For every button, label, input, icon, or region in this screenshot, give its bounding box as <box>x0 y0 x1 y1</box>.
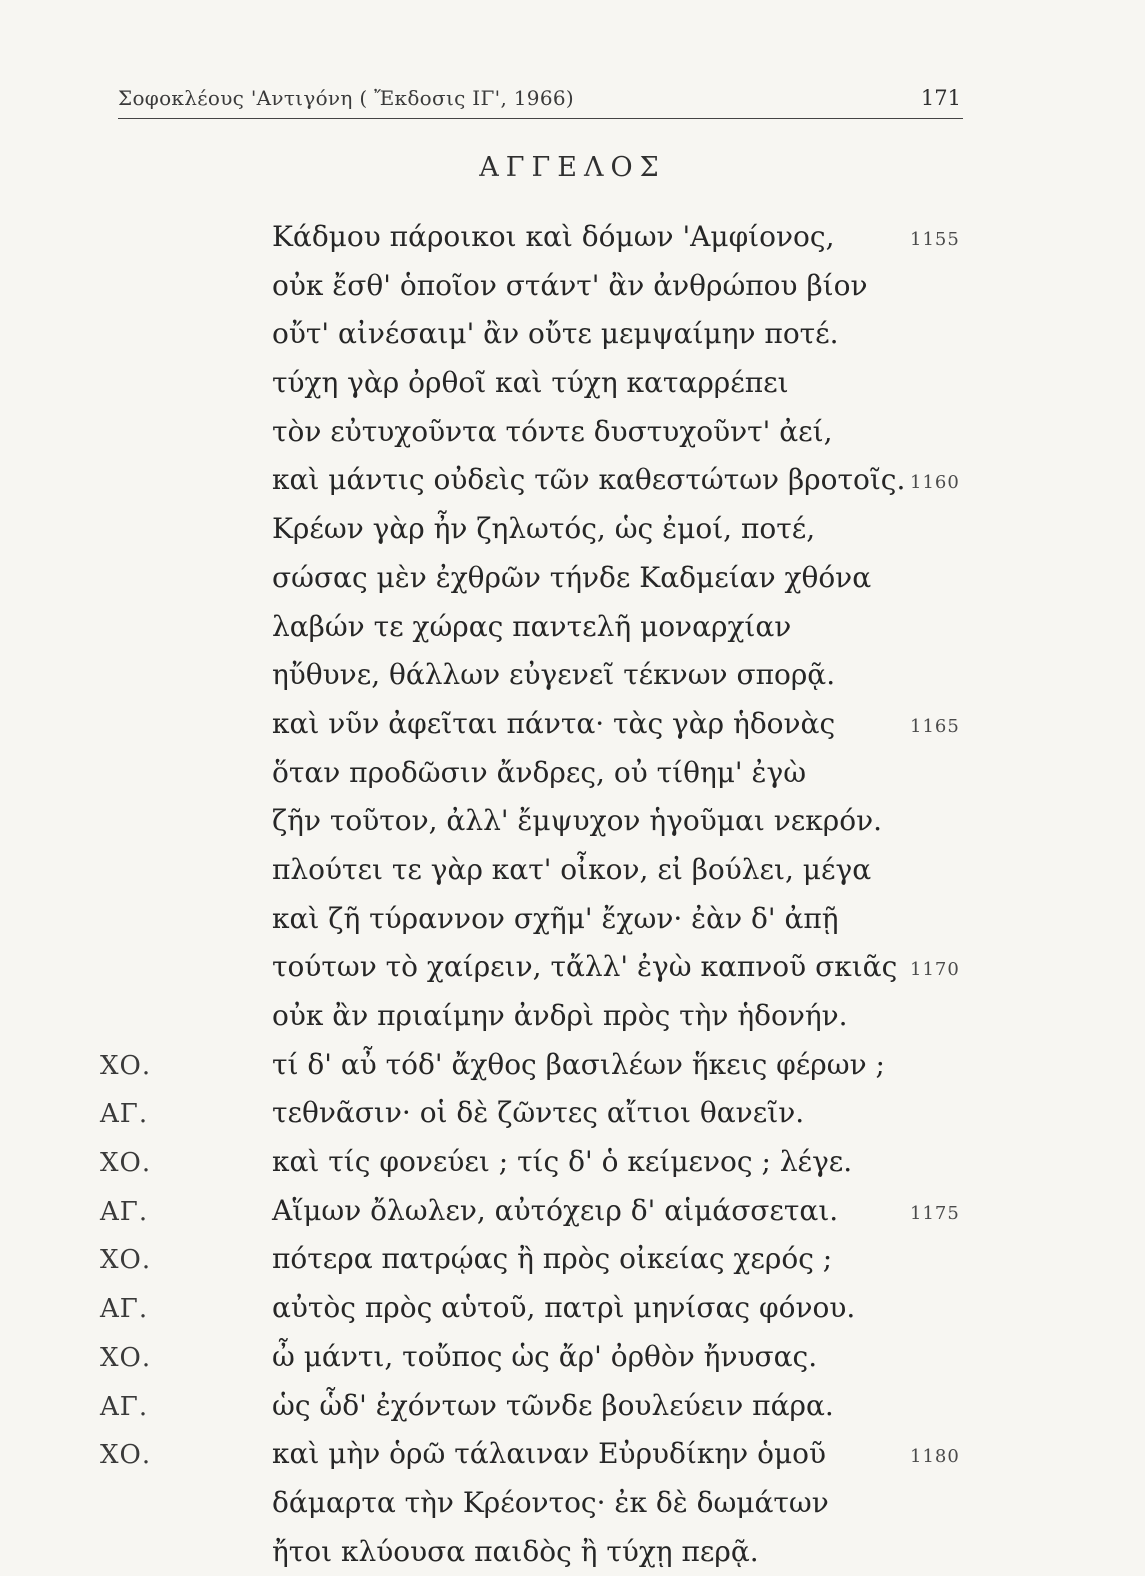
verse-text: ὡς ὧδ' ἐχόντων τῶνδε βουλεύειν πάρα. <box>272 1388 834 1422</box>
verse-row <box>0 408 1145 457</box>
verse-text: οὔτ' αἰνέσαιμ' ἂν οὔτε μεμψαίμην ποτέ. <box>272 317 839 351</box>
verse-text: λαβών τε χώρας παντελῆ μοναρχίαν <box>272 609 792 643</box>
verse-text: δάμαρτα τὴν Κρέοντος· ἐκ δὲ δωμάτων <box>272 1485 829 1519</box>
verse-row <box>0 749 1145 798</box>
verse-text: αὐτὸς πρὸς αὑτοῦ, πατρὶ μηνίσας φόνου. <box>272 1291 856 1325</box>
verse-row <box>0 1528 1145 1576</box>
verse-row <box>0 359 1145 408</box>
verse-row <box>0 310 1145 359</box>
verse-row <box>0 456 1145 505</box>
speaker-label: ΧΟ. <box>100 1050 152 1081</box>
speaker-label: ΑΓ. <box>100 1294 149 1325</box>
verse-text: καὶ μὴν ὁρῶ τάλαιναν Εὐρυδίκην ὁμοῦ <box>272 1437 827 1471</box>
verse-text: τεθνᾶσιν· οἱ δὲ ζῶντες αἴτιοι θανεῖν. <box>272 1096 805 1130</box>
verse-text: Κρέων γὰρ ἦν ζηλωτός, ὡς ἐμοί, ποτέ, <box>272 512 816 546</box>
line-number: 1180 <box>910 1446 960 1468</box>
verse-text: ὅταν προδῶσιν ἄνδρες, οὐ τίθημ' ἐγὼ <box>272 755 807 789</box>
verse-row <box>0 1430 1145 1479</box>
verse-text: τί δ' αὖ τόδ' ἄχθος βασιλέων ἥκεις φέρων ; <box>272 1047 885 1081</box>
verse-row <box>0 797 1145 846</box>
verse-row <box>0 1382 1145 1431</box>
verse-text: τούτων τὸ χαίρειν, τἄλλ' ἐγὼ καπνοῦ σκιᾶς <box>272 950 898 984</box>
verse-row <box>0 1333 1145 1382</box>
verse-text: πότερα πατρῴας ἢ πρὸς οἰκείας χερός ; <box>272 1242 833 1276</box>
verse-row <box>0 943 1145 992</box>
verse-row <box>0 700 1145 749</box>
verse-row <box>0 554 1145 603</box>
running-head <box>118 78 963 119</box>
line-number: 1175 <box>910 1202 960 1224</box>
verse-text: ζῆν τοῦτον, ἀλλ' ἔμψυχον ἡγοῦμαι νεκρόν. <box>272 804 882 838</box>
verse-row <box>0 262 1145 311</box>
verse-block <box>0 213 1145 1576</box>
line-number: 1170 <box>910 959 960 981</box>
speaker-label: ΧΟ. <box>100 1148 152 1179</box>
verse-text: ὦ μάντι, τοὔπος ὡς ἄρ' ὀρθὸν ἤνυσας. <box>272 1339 818 1373</box>
line-number: 1160 <box>910 472 960 494</box>
verse-text: καὶ μάντις οὐδεὶς τῶν καθεστώτων βροτοῖς. <box>272 463 906 497</box>
verse-row <box>0 505 1145 554</box>
verse-text: Αἵμων ὄλωλεν, αὐτόχειρ δ' αἱμάσσεται. <box>272 1193 839 1227</box>
verse-row <box>0 1089 1145 1138</box>
speaker-label: ΧΟ. <box>100 1245 152 1276</box>
verse-text: τὸν εὐτυχοῦντα τόντε δυστυχοῦντ' ἀεί, <box>272 414 833 448</box>
verse-text: πλούτει τε γὰρ κατ' οἶκον, εἰ βούλει, μέγα <box>272 852 872 886</box>
page-number: 171 <box>920 86 961 110</box>
verse-text: ηὔθυνε, θάλλων εὐγενεῖ τέκνων σπορᾷ. <box>272 658 836 692</box>
speaker-label: ΑΓ. <box>100 1391 149 1422</box>
verse-text: καὶ νῦν ἀφεῖται πάντα· τὰς γὰρ ἡδονὰς <box>272 706 836 740</box>
verse-text: οὐκ ἔσθ' ὁποῖον στάντ' ἂν ἀνθρώπου βίον <box>272 268 868 302</box>
verse-row <box>0 1041 1145 1090</box>
verse-row <box>0 992 1145 1041</box>
speaker-label: ΧΟ. <box>100 1342 152 1373</box>
line-number: 1155 <box>910 229 960 250</box>
line-number: 1165 <box>910 715 960 737</box>
verse-text: τύχη γὰρ ὀρθοῖ καὶ τύχη καταρρέπει <box>272 366 789 400</box>
speaker-heading: ΑΓΓΕΛΟΣ <box>479 152 666 183</box>
verse-row <box>0 603 1145 652</box>
speaker-label: ΑΓ. <box>100 1099 149 1130</box>
verse-text: Κάδμου πάροικοι καὶ δόμων 'Αμφίονος, <box>272 220 835 253</box>
verse-text: καὶ τίς φονεύει ; τίς δ' ὁ κείμενος ; λέγε. <box>272 1145 853 1179</box>
verse-row <box>0 651 1145 700</box>
verse-row <box>0 1235 1145 1284</box>
verse-row <box>0 1479 1145 1528</box>
running-title: Σοφοκλέους 'Αντιγόνη ( Ἔκδοσις ΙΓ', 1966) <box>118 86 574 110</box>
verse-row <box>0 1284 1145 1333</box>
verse-row <box>0 1138 1145 1187</box>
verse-text: σώσας μὲν ἐχθρῶν τήνδε Καδμείαν χθόνα <box>272 560 872 594</box>
verse-row <box>0 846 1145 895</box>
speaker-label: ΑΓ. <box>100 1196 149 1227</box>
verse-row <box>0 213 1145 262</box>
verse-text: οὐκ ἂν πριαίμην ἀνδρὶ πρὸς τὴν ἡδονήν. <box>272 999 848 1032</box>
verse-row <box>0 1187 1145 1236</box>
verse-text: καὶ ζῆ τύραννον σχῆμ' ἔχων· ἐὰν δ' ἀπῇ <box>272 901 839 935</box>
verse-row <box>0 895 1145 944</box>
speaker-label: ΧΟ. <box>100 1440 152 1471</box>
verse-text: ἤτοι κλύουσα παιδὸς ἢ τύχῃ περᾷ. <box>272 1534 759 1568</box>
